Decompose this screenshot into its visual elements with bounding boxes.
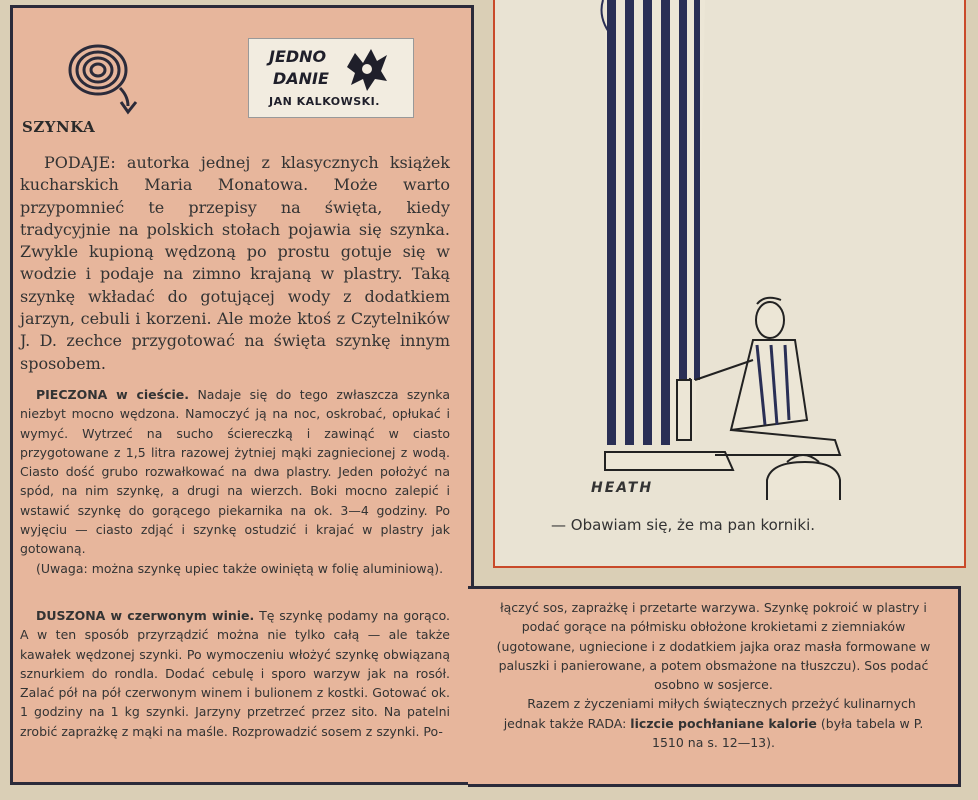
closing-bold: liczcie pochłaniane kalorie — [630, 715, 817, 731]
section-baked-note: (Uwaga: można szynkę upiec także owiniętą w folię aluminiową). — [36, 560, 444, 576]
cartoon-signature: HEATH — [591, 480, 654, 496]
cartoon-illustration — [495, 0, 960, 500]
continuation-paragraph: łączyć sos, zaprażkę i przetarte warzywa. Szynkę pokroić w plastry i podać gorące na półmisku obłożone krokietami z ziemniaków (ugotowane, ugniecione i z dodatkiem jajka oraz masła formowane w paluszki i panierowane, a potem obsmażone na tłuszczu). Sos podać osobno w sosjerce. — [496, 600, 931, 693]
cartoon-panel — [493, 0, 966, 568]
section-baked-heading: PIECZONA w cieście. — [36, 387, 190, 402]
striped-trousers-drawing — [602, 0, 734, 470]
spiral-icon — [66, 40, 142, 118]
closing-tail: (była tabela w P. 1510 na s. 12—13). — [652, 715, 924, 751]
article-title: SZYNKA — [22, 118, 96, 136]
section-braised-heading: DUSZONA w czerwonym winie. — [36, 608, 255, 623]
article-continuation — [490, 598, 937, 752]
logo-line-1: JEDNO — [269, 47, 327, 66]
section-braised-paragraph — [20, 606, 450, 741]
chef-icon — [341, 47, 391, 93]
tool-bag-drawing — [767, 455, 840, 500]
section-baked-paragraph — [20, 385, 450, 559]
logo-author: JAN KALKOWSKI. — [269, 95, 380, 108]
cartoon-caption: — Obawiam się, że ma pan korniki. — [551, 516, 816, 534]
section-baked — [20, 385, 450, 578]
section-braised — [20, 606, 450, 741]
logo-line-2: DANIE — [273, 69, 329, 88]
kneeling-man-drawing — [677, 298, 840, 455]
section-baked-body: Nadaje się do tego zwłaszcza szynka niezbyt mocno wędzona. Namoczyć ją na noc, oskrobać, opłukać i wymyć. Wytrzeć na sucho ściereczką i zawinąć w ciasto przygotowane z 1,5 litra razowej żytniej mąki zagniecionej z wodą. Ciasto dość grubo rozwałkować na dwa plastry. Jeden położyć na spód, na nim szynkę, a drugi na wierzch. Boki mocno zalepić i wstawić szynkę do gorącego piekarnika na ok. 3—4 godziny. Po wyjęciu — ciasto zdjąć i szynkę ostudzić i krajać w plastry jak gotowaną. — [20, 387, 450, 557]
intro-paragraph: PODAJE: autorka jednej z klasycznych książek kucharskich Maria Monatowa. Może warto przypomnieć te przepisy na święta, kiedy tradycyjnie na polskich stołach pojawia się szynka. Zwykle kupioną wędzoną po prostu gotuje się w wodzie i podaje na zimno krajaną w plastry. Taką szynkę wkładać do gotującej wody z dodatkiem jarzyn, cebuli i korzeni. Ale może ktoś z Czytelników J. D. zechce przygotować na święta szynkę innym sposobem. — [20, 153, 450, 373]
closing-text: Razem z życzeniami miłych świątecznych przeżyć kulinarnych jednak także RADA: — [503, 696, 916, 731]
column-logo — [248, 38, 414, 118]
section-braised-body: Tę szynkę podamy na gorąco. A w ten sposób przyrządzić można nie tylko całą — ale także kawałek wędzonej szynki. Po wymoczeniu włożyć szynkę obwiązaną sznurkiem do rondla. Dodać cebulę i sporo warzyw jak na rosół. Zalać pół na pół czerwonym winem i bulionem z kostki. Gotować ok. 1 godziny na 1 kg szynki. Jarzyny przetrzeć przez sito. Na patelni zrobić zaprażkę z mąki na maśle. Rozprowadzić sosem z szynki. Po- — [20, 608, 450, 739]
article-intro — [20, 152, 450, 375]
closing-paragraph — [490, 694, 937, 752]
